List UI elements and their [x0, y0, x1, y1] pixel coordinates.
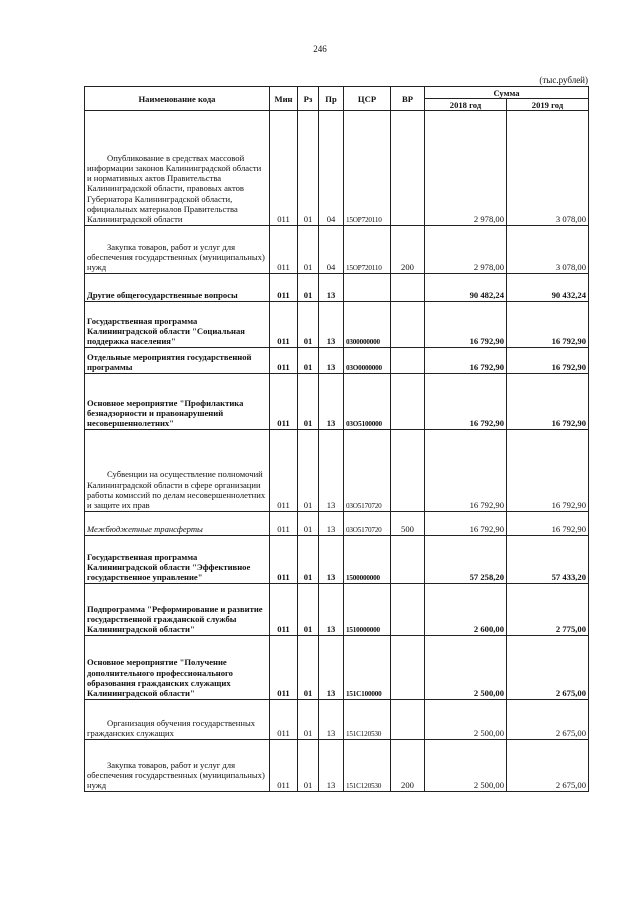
row-name: Опубликование в средствах массовой информации законов Калининградской области и нормативных актов Правительства Калининградской области, правовых актов Губернатора Калининградской области, официальных материалов Правительства Калининградской области	[85, 111, 270, 226]
row-2019: 3 078,00	[507, 226, 589, 274]
row-name: Отдельные мероприятия государственной программы	[85, 348, 270, 374]
row-rz: 01	[298, 302, 319, 348]
row-2018: 16 792,90	[425, 302, 507, 348]
row-csr: 0300000000	[344, 302, 391, 348]
row-vr	[391, 700, 425, 740]
row-rz: 01	[298, 374, 319, 430]
row-pr: 04	[319, 226, 344, 274]
header-2018: 2018 год	[425, 99, 507, 111]
row-min: 011	[270, 302, 298, 348]
page-number: 246	[313, 44, 327, 54]
row-rz: 01	[298, 430, 319, 512]
row-pr: 13	[319, 740, 344, 792]
row-rz: 01	[298, 348, 319, 374]
row-name: Основное мероприятие "Получение дополнительного профессионального образования гражданских служащих Калининградской области"	[85, 636, 270, 700]
budget-table	[84, 86, 589, 792]
table-row	[85, 636, 589, 700]
row-name: Другие общегосударственные вопросы	[85, 274, 270, 302]
table-row	[85, 226, 589, 274]
row-name: Основное мероприятие "Профилактика безнадзорности и правонарушений несовершеннолетних"	[85, 374, 270, 430]
row-pr: 13	[319, 430, 344, 512]
table-row	[85, 584, 589, 636]
row-min: 011	[270, 274, 298, 302]
row-pr: 13	[319, 536, 344, 584]
row-min: 011	[270, 584, 298, 636]
table-row	[85, 700, 589, 740]
row-min: 011	[270, 512, 298, 536]
row-csr: 151С100000	[344, 636, 391, 700]
row-min: 011	[270, 348, 298, 374]
row-2018: 2 500,00	[425, 740, 507, 792]
table-row	[85, 536, 589, 584]
row-rz: 01	[298, 536, 319, 584]
row-2019: 2 775,00	[507, 584, 589, 636]
table-row	[85, 111, 589, 226]
units-label: (тыс.рублей)	[539, 75, 588, 85]
row-2019: 16 792,90	[507, 374, 589, 430]
row-2018: 16 792,90	[425, 374, 507, 430]
row-min: 011	[270, 700, 298, 740]
row-vr	[391, 636, 425, 700]
header-vr: ВР	[391, 87, 425, 111]
table-row	[85, 348, 589, 374]
row-min: 011	[270, 111, 298, 226]
row-min: 011	[270, 430, 298, 512]
row-2019: 16 792,90	[507, 512, 589, 536]
row-pr: 13	[319, 348, 344, 374]
row-vr: 200	[391, 740, 425, 792]
row-csr: 03О5100000	[344, 374, 391, 430]
row-2018: 2 500,00	[425, 636, 507, 700]
row-min: 011	[270, 536, 298, 584]
row-rz: 01	[298, 740, 319, 792]
row-2018: 90 482,24	[425, 274, 507, 302]
row-pr: 13	[319, 636, 344, 700]
row-min: 011	[270, 636, 298, 700]
row-csr	[344, 274, 391, 302]
row-csr: 1500000000	[344, 536, 391, 584]
row-2018: 2 600,00	[425, 584, 507, 636]
row-name: Субвенции на осуществление полномочий Калининградской области в сфере организации работы комиссий по делам несовершеннолетних и защите их прав	[85, 430, 270, 512]
header-name: Наименование кода	[85, 87, 270, 111]
row-pr: 13	[319, 302, 344, 348]
row-2019: 90 432,24	[507, 274, 589, 302]
row-rz: 01	[298, 700, 319, 740]
row-name: Закупка товаров, работ и услуг для обеспечения государственных (муниципальных) нужд	[85, 226, 270, 274]
row-name: Государственная программа Калининградской области "Эффективное государственное управление"	[85, 536, 270, 584]
row-2019: 16 792,90	[507, 348, 589, 374]
row-vr	[391, 348, 425, 374]
table-row	[85, 512, 589, 536]
row-2019: 2 675,00	[507, 636, 589, 700]
row-2019: 16 792,90	[507, 430, 589, 512]
header-min: Мин	[270, 87, 298, 111]
row-csr: 151С120530	[344, 740, 391, 792]
row-pr: 13	[319, 374, 344, 430]
row-name: Подпрограмма "Реформирование и развитие государственной гражданской службы Калининградской области"	[85, 584, 270, 636]
table-row	[85, 430, 589, 512]
row-csr: 03О0000000	[344, 348, 391, 374]
row-csr: 15ОР720110	[344, 226, 391, 274]
row-vr	[391, 584, 425, 636]
row-csr: 03О5170720	[344, 430, 391, 512]
row-min: 011	[270, 374, 298, 430]
row-vr	[391, 302, 425, 348]
row-pr: 13	[319, 584, 344, 636]
row-csr: 151С120530	[344, 700, 391, 740]
table-row	[85, 302, 589, 348]
row-name: Закупка товаров, работ и услуг для обеспечения государственных (муниципальных) нужд	[85, 740, 270, 792]
header-sum: Сумма	[425, 87, 589, 99]
row-vr	[391, 374, 425, 430]
row-vr	[391, 536, 425, 584]
row-rz: 01	[298, 636, 319, 700]
header-2019: 2019 год	[507, 99, 589, 111]
row-vr	[391, 111, 425, 226]
row-2018: 2 978,00	[425, 226, 507, 274]
header-rz: Рз	[298, 87, 319, 111]
table-body	[85, 111, 589, 792]
row-name: Межбюджетные трансферты	[85, 512, 270, 536]
row-rz: 01	[298, 226, 319, 274]
row-pr: 04	[319, 111, 344, 226]
header-pr: Пр	[319, 87, 344, 111]
row-csr: 15ОР720110	[344, 111, 391, 226]
row-2018: 2 978,00	[425, 111, 507, 226]
row-2019: 3 078,00	[507, 111, 589, 226]
row-name: Организация обучения государственных гражданских служащих	[85, 700, 270, 740]
row-rz: 01	[298, 512, 319, 536]
row-rz: 01	[298, 274, 319, 302]
row-csr: 03О5170720	[344, 512, 391, 536]
row-2019: 2 675,00	[507, 700, 589, 740]
row-vr	[391, 430, 425, 512]
row-name: Государственная программа Калининградской области "Социальная поддержка населения"	[85, 302, 270, 348]
row-pr: 13	[319, 512, 344, 536]
row-min: 011	[270, 740, 298, 792]
row-vr	[391, 274, 425, 302]
table-row	[85, 740, 589, 792]
row-rz: 01	[298, 111, 319, 226]
row-2018: 2 500,00	[425, 700, 507, 740]
header-csr: ЦСР	[344, 87, 391, 111]
row-pr: 13	[319, 700, 344, 740]
row-2019: 2 675,00	[507, 740, 589, 792]
row-2018: 16 792,90	[425, 348, 507, 374]
row-rz: 01	[298, 584, 319, 636]
row-2018: 16 792,90	[425, 430, 507, 512]
table-row	[85, 374, 589, 430]
row-min: 011	[270, 226, 298, 274]
row-csr: 1510000000	[344, 584, 391, 636]
row-2018: 16 792,90	[425, 512, 507, 536]
row-vr: 500	[391, 512, 425, 536]
row-2019: 57 433,20	[507, 536, 589, 584]
row-vr: 200	[391, 226, 425, 274]
row-2018: 57 258,20	[425, 536, 507, 584]
row-pr: 13	[319, 274, 344, 302]
table-row	[85, 274, 589, 302]
row-2019: 16 792,90	[507, 302, 589, 348]
